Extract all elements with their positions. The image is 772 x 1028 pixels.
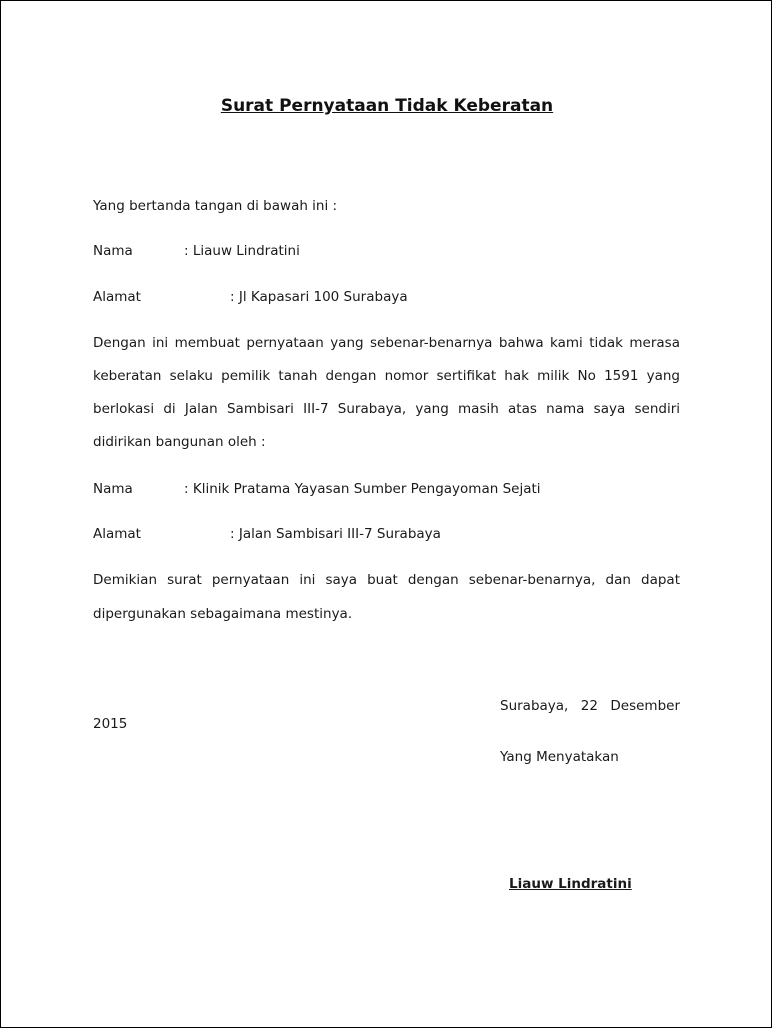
signer-address-label: Alamat (93, 289, 141, 305)
statement-line-4: didirikan bangunan oleh : (93, 434, 266, 450)
signature-name: Liauw Lindratini (509, 876, 632, 892)
builder-name-value: : Klinik Pratama Yayasan Sumber Pengayoman Sejati (184, 481, 541, 497)
date-year: 2015 (93, 716, 128, 732)
statement-line-2: keberatan selaku pemilik tanah dengan nomor sertifikat hak milik No 1591 yang (93, 368, 680, 384)
signer-name-value: : Liauw Lindratini (184, 243, 300, 259)
closing-line-1: Demikian surat pernyataan ini saya buat dengan sebenar-benarnya, dan dapat (93, 572, 680, 588)
builder-address-value: : Jalan Sambisari III-7 Surabaya (230, 526, 441, 542)
date-month: Desember (610, 698, 680, 714)
statement-line-1: Dengan ini membuat pernyataan yang sebenar-benarnya bahwa kami tidak merasa (93, 335, 680, 351)
closing-line-2: dipergunakan sebagaimana mestinya. (93, 606, 353, 622)
date-day: 22 (580, 698, 598, 714)
place-date (500, 697, 680, 715)
builder-name-label: Nama (93, 481, 133, 497)
signer-name-label: Nama (93, 243, 133, 259)
signer-address-value: : Jl Kapasari 100 Surabaya (230, 289, 408, 305)
place-city: Surabaya, (500, 698, 569, 714)
builder-address-label: Alamat (93, 526, 141, 542)
document-title: Surat Pernyataan Tidak Keberatan (220, 96, 554, 116)
statement-line-3: berlokasi di Jalan Sambisari III-7 Surabaya, yang masih atas nama saya sendiri (93, 401, 680, 417)
intro-text: Yang bertanda tangan di bawah ini : (93, 198, 338, 214)
signature-caption: Yang Menyatakan (500, 749, 619, 765)
